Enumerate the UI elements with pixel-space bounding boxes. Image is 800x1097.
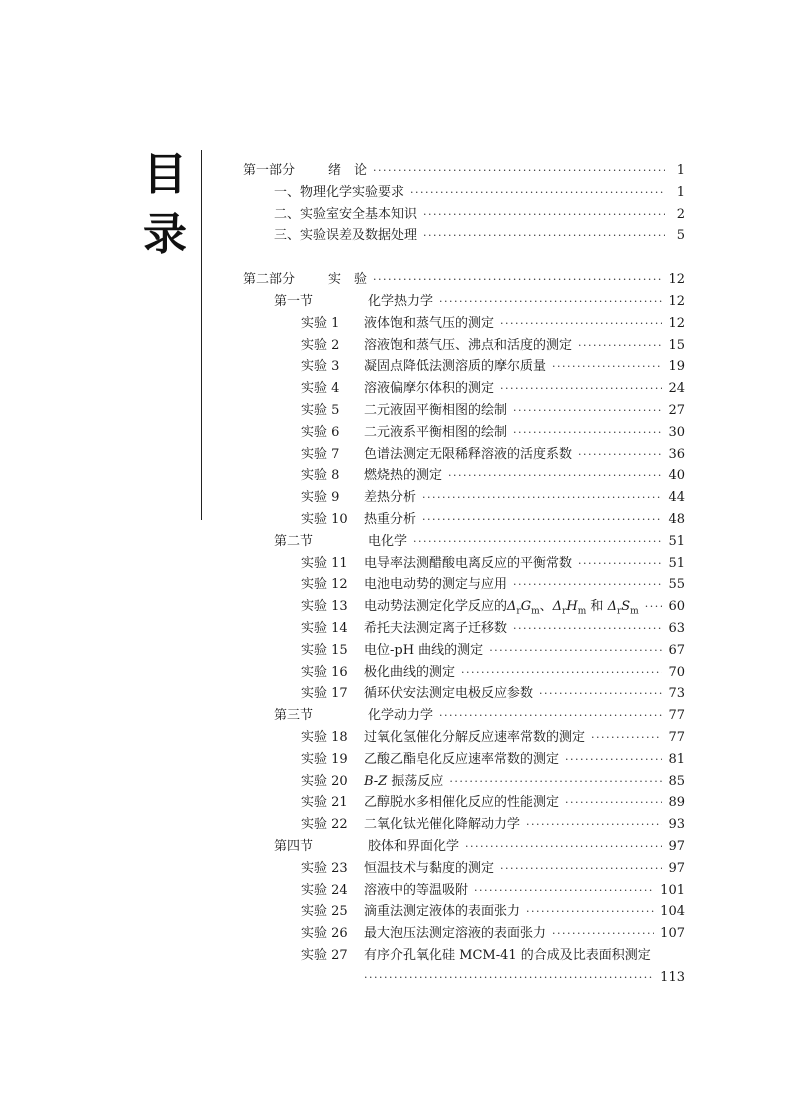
experiment-label: 实验 6 xyxy=(301,424,340,440)
experiment-title: 凝固点降低法测溶质的摩尔质量 xyxy=(364,359,547,375)
page-number: 44 xyxy=(668,490,685,506)
toc-experiment[interactable] xyxy=(243,901,685,923)
toc-experiment[interactable] xyxy=(243,313,685,335)
experiment-label: 实验 19 xyxy=(301,751,348,767)
experiment-title: 二元液固平衡相图的绘制 xyxy=(364,402,508,418)
experiment-label: 实验 16 xyxy=(301,664,348,680)
experiment-label: 实验 23 xyxy=(301,860,348,876)
experiment-label: 实验 12 xyxy=(301,577,348,593)
toc-entry[interactable] xyxy=(243,182,685,204)
page-number: 89 xyxy=(668,795,685,811)
experiment-label: 实验 13 xyxy=(301,599,348,615)
toc-experiment[interactable] xyxy=(243,444,685,466)
page-number: 48 xyxy=(668,511,685,527)
toc-entry[interactable] xyxy=(243,225,685,247)
leader-dots xyxy=(513,618,662,640)
toc-experiment[interactable] xyxy=(243,945,685,967)
entry-title: 一、物理化学实验要求 xyxy=(274,184,405,200)
leader-dots xyxy=(578,335,662,357)
leader-dots xyxy=(422,509,662,531)
leader-dots xyxy=(565,749,662,771)
leader-dots xyxy=(645,596,663,618)
page-number: 24 xyxy=(668,381,685,397)
experiment-title: 热重分析 xyxy=(364,511,417,527)
page-number: 12 xyxy=(668,315,685,331)
experiment-title: 差热分析 xyxy=(364,490,417,506)
page-number: 101 xyxy=(660,882,685,898)
toc-heading xyxy=(140,145,190,265)
part-title: 绪 论 xyxy=(328,163,368,178)
toc-experiment[interactable] xyxy=(243,378,685,400)
toc-experiment[interactable] xyxy=(243,814,685,836)
experiment-title: 滴重法测定液体的表面张力 xyxy=(364,904,521,920)
experiment-label: 实验 3 xyxy=(301,359,340,375)
page-number: 70 xyxy=(668,664,685,680)
page-number: 107 xyxy=(660,926,685,942)
toc-experiment[interactable] xyxy=(243,596,685,618)
toc-experiment[interactable] xyxy=(243,923,685,945)
experiment-label: 实验 14 xyxy=(301,620,348,636)
experiment-label: 实验 26 xyxy=(301,926,348,942)
toc-experiment[interactable] xyxy=(243,727,685,749)
experiment-title: 极化曲线的测定 xyxy=(364,664,456,680)
section-title: 电化学 xyxy=(368,533,408,549)
leader-dots xyxy=(526,901,654,923)
leader-dots xyxy=(439,291,662,313)
experiment-label: 实验 27 xyxy=(301,947,348,963)
leader-dots xyxy=(423,204,665,226)
toc-experiment-continued[interactable] xyxy=(243,967,685,989)
experiment-label: 实验 2 xyxy=(301,337,340,353)
toc-experiment[interactable] xyxy=(243,465,685,487)
experiment-title: 溶液偏摩尔体积的测定 xyxy=(364,381,495,397)
leader-dots xyxy=(474,880,654,902)
page-number: 1 xyxy=(676,184,685,200)
experiment-label: 实验 18 xyxy=(301,729,348,745)
experiment-title: 有序介孔氧化硅 MCM-41 的合成及比表面积测定 xyxy=(364,947,651,963)
toc-experiment[interactable] xyxy=(243,792,685,814)
leader-dots xyxy=(578,553,662,575)
page-number: 113 xyxy=(660,969,685,985)
experiment-title xyxy=(364,771,443,793)
leader-dots xyxy=(449,771,662,793)
toc-section-1[interactable] xyxy=(243,291,685,313)
toc-experiment[interactable] xyxy=(243,422,685,444)
experiment-title: 电池电动势的测定与应用 xyxy=(364,577,508,593)
toc-section-3[interactable] xyxy=(243,705,685,727)
experiment-title: 过氧化氢催化分解反应速率常数的测定 xyxy=(364,729,586,745)
experiment-label: 实验 8 xyxy=(301,468,340,484)
leader-dots xyxy=(448,465,662,487)
title-italic: B-Z xyxy=(364,773,388,789)
experiment-label: 实验 20 xyxy=(301,773,348,789)
leader-dots xyxy=(539,683,662,705)
entry-title: 二、实验室安全基本知识 xyxy=(274,206,418,222)
page-number: 19 xyxy=(668,359,685,375)
entry-title: 三、实验误差及数据处理 xyxy=(274,228,418,244)
formula-delta-g: $\Delta_rG_m$ xyxy=(507,599,540,617)
page-number: 36 xyxy=(668,446,685,462)
leader-dots xyxy=(552,356,662,378)
page-number: 40 xyxy=(668,468,685,484)
page-number: 27 xyxy=(668,402,685,418)
experiment-label: 实验 15 xyxy=(301,642,348,658)
toc-experiment[interactable] xyxy=(243,335,685,357)
page-number: 15 xyxy=(668,337,685,353)
toc-experiment[interactable] xyxy=(243,553,685,575)
experiment-label: 实验 11 xyxy=(301,555,348,571)
page-number: 97 xyxy=(668,838,685,854)
leader-dots xyxy=(439,705,662,727)
toc-experiment[interactable] xyxy=(243,749,685,771)
experiment-title: 二元液系平衡相图的绘制 xyxy=(364,424,508,440)
page-number: 30 xyxy=(668,424,685,440)
experiment-label: 实验 22 xyxy=(301,817,348,833)
leader-dots xyxy=(513,574,662,596)
experiment-title: 循环伏安法测定电极反应参数 xyxy=(364,686,534,702)
page-number: 51 xyxy=(668,555,685,571)
toc-experiment[interactable] xyxy=(243,356,685,378)
experiment-label: 实验 10 xyxy=(301,511,348,527)
toc-experiment[interactable] xyxy=(243,487,685,509)
formula-delta-s: $\Delta_rS_m$ xyxy=(607,599,639,617)
experiment-title: 电位-pH 曲线的测定 xyxy=(364,642,484,658)
leader-dots xyxy=(565,792,662,814)
experiment-title: 恒温技术与黏度的测定 xyxy=(364,860,495,876)
page-number: 81 xyxy=(668,751,685,767)
section-label: 第二节 xyxy=(274,533,314,549)
page-number: 51 xyxy=(668,533,685,549)
experiment-title: 电动势法测定化学反应的$\Delta_rG_m$、$\Delta_rH_m$ 和 $\Delta_rS_m$ xyxy=(364,599,639,617)
leader-dots xyxy=(461,662,662,684)
page-number: 55 xyxy=(668,577,685,593)
experiment-label: 实验 9 xyxy=(301,490,340,506)
section-title: 化学动力学 xyxy=(368,708,434,724)
page-number: 93 xyxy=(668,817,685,833)
leader-dots xyxy=(500,858,662,880)
toc-part-1[interactable] xyxy=(243,160,685,182)
page-number: 1 xyxy=(676,163,685,178)
leader-dots xyxy=(364,967,654,989)
experiment-label: 实验 24 xyxy=(301,882,348,898)
page-number: 63 xyxy=(668,620,685,636)
toc-experiment[interactable] xyxy=(243,858,685,880)
leader-dots xyxy=(465,836,662,858)
page-number: 12 xyxy=(668,293,685,309)
section-label: 第四节 xyxy=(274,838,314,854)
toc-experiment[interactable] xyxy=(243,509,685,531)
section-label: 第三节 xyxy=(274,708,314,724)
experiment-title: 液体饱和蒸气压的测定 xyxy=(364,315,495,331)
page-number: 12 xyxy=(668,272,685,288)
leader-dots xyxy=(373,269,662,291)
page-number: 77 xyxy=(668,729,685,745)
toc-heading-char-1: 目 xyxy=(143,149,187,200)
experiment-label: 实验 4 xyxy=(301,381,340,397)
experiment-title: 乙酸乙酯皂化反应速率常数的测定 xyxy=(364,751,560,767)
leader-dots xyxy=(500,378,662,400)
section-label: 第一节 xyxy=(274,293,314,309)
page-number: 85 xyxy=(668,773,685,789)
leader-dots xyxy=(591,727,662,749)
experiment-title: 色谱法测定无限稀释溶液的活度系数 xyxy=(364,446,573,462)
experiment-label: 实验 25 xyxy=(301,904,348,920)
experiment-title: 乙醇脱水多相催化反应的性能测定 xyxy=(364,795,560,811)
leader-dots xyxy=(552,923,654,945)
toc-section-2[interactable] xyxy=(243,531,685,553)
title-rest: 振荡反应 xyxy=(387,773,444,789)
page-number: 73 xyxy=(668,686,685,702)
toc-heading-char-2: 录 xyxy=(143,209,187,260)
leader-dots xyxy=(489,640,662,662)
leader-dots xyxy=(578,444,662,466)
part-label: 第一部分 xyxy=(243,163,296,178)
experiment-title: 溶液饱和蒸气压、沸点和活度的测定 xyxy=(364,337,573,353)
leader-dots xyxy=(373,160,665,182)
vertical-divider xyxy=(201,150,202,520)
page-number: 104 xyxy=(660,904,685,920)
experiment-label: 实验 21 xyxy=(301,795,348,811)
experiment-label: 实验 1 xyxy=(301,315,340,331)
experiment-title: 最大泡压法测定溶液的表面张力 xyxy=(364,926,547,942)
experiment-label: 实验 5 xyxy=(301,402,340,418)
section-title: 化学热力学 xyxy=(368,293,434,309)
part-label: 第二部分 xyxy=(243,272,296,288)
page-number: 77 xyxy=(668,708,685,724)
leader-dots xyxy=(513,400,662,422)
experiment-title: 电导率法测醋酸电离反应的平衡常数 xyxy=(364,555,573,571)
page-number: 97 xyxy=(668,860,685,876)
toc-experiment[interactable] xyxy=(243,574,685,596)
part-title: 实 验 xyxy=(328,272,368,288)
leader-dots xyxy=(423,225,665,247)
toc-experiment[interactable] xyxy=(243,771,685,793)
toc-experiment[interactable] xyxy=(243,400,685,422)
formula-delta-h: $\Delta_rH_m$ xyxy=(552,599,587,617)
page-number: 67 xyxy=(668,642,685,658)
section-title: 胶体和界面化学 xyxy=(368,838,460,854)
page-number: 5 xyxy=(676,228,685,244)
toc-part-2[interactable] xyxy=(243,269,685,291)
experiment-label: 实验 17 xyxy=(301,686,348,702)
toc-section-4[interactable] xyxy=(243,836,685,858)
toc-entry[interactable] xyxy=(243,204,685,226)
toc-experiment[interactable] xyxy=(243,618,685,640)
page-number: 60 xyxy=(668,599,685,615)
leader-dots xyxy=(500,313,662,335)
experiment-title: 燃烧热的测定 xyxy=(364,468,443,484)
leader-dots xyxy=(513,422,662,444)
experiment-title: 希托夫法测定离子迁移数 xyxy=(364,620,508,636)
toc-experiment[interactable] xyxy=(243,683,685,705)
leader-dots xyxy=(422,487,662,509)
toc-experiment[interactable] xyxy=(243,662,685,684)
toc-experiment[interactable] xyxy=(243,880,685,902)
leader-dots xyxy=(526,814,662,836)
toc-experiment[interactable] xyxy=(243,640,685,662)
table-of-contents xyxy=(243,160,685,988)
title-prefix: 电动势法测定化学反应的 xyxy=(364,599,508,615)
page-number: 2 xyxy=(676,206,685,222)
experiment-label: 实验 7 xyxy=(301,446,340,462)
leader-dots xyxy=(410,182,665,204)
experiment-title: 二氧化钛光催化降解动力学 xyxy=(364,817,521,833)
experiment-title: 溶液中的等温吸附 xyxy=(364,882,469,898)
leader-dots xyxy=(413,531,662,553)
